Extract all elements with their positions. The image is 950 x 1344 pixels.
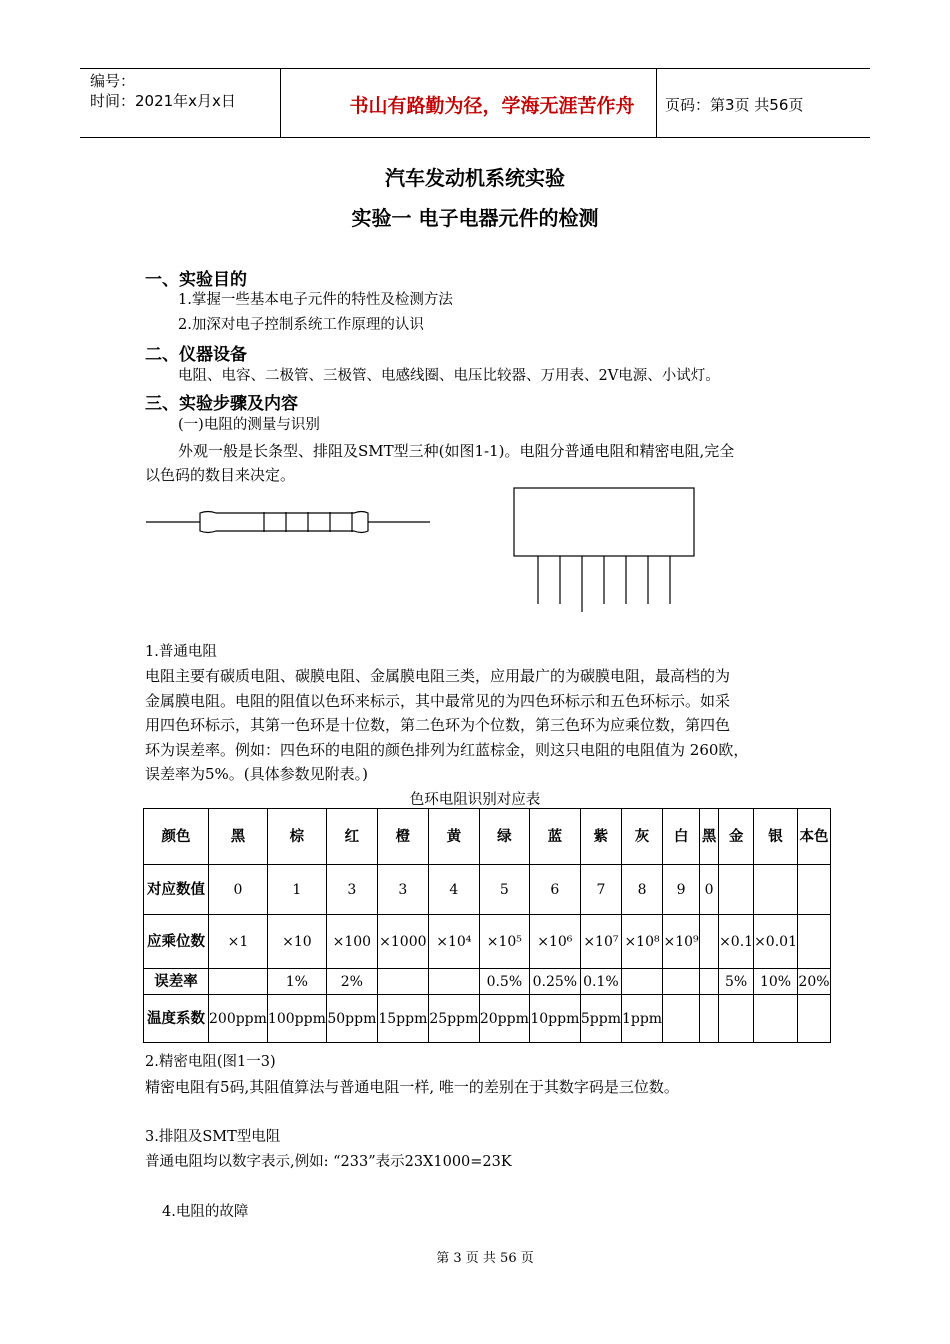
table-cell: ×0.1 bbox=[719, 915, 754, 969]
table-cell: 3 bbox=[326, 865, 377, 915]
table-cell: 黑 bbox=[209, 809, 268, 865]
table-cell: ×10 bbox=[267, 915, 326, 969]
table-cell: 20ppm bbox=[479, 995, 529, 1043]
precision-text: 精密电阻有5码,其阻值算法与普通电阻一样, 唯一的差别在于其数字码是三位数。 bbox=[145, 1078, 679, 1096]
table-cell: 0.25% bbox=[529, 969, 580, 995]
table-cell: 20% bbox=[797, 969, 830, 995]
table-cell bbox=[754, 865, 798, 915]
row-header: 误差率 bbox=[144, 969, 209, 995]
smt-heading: 3.排阻及SMT型电阻 bbox=[145, 1129, 281, 1145]
table-cell bbox=[663, 969, 700, 995]
paragraph-line: 用四色环标示，其第一色环是十位数，第二色环为个位数，第三色环为应乘位数，第四色 bbox=[145, 716, 731, 734]
page-info: 页码：第3页 共56页 bbox=[665, 96, 804, 114]
table-cell: 0.1% bbox=[580, 969, 621, 995]
section-1-heading: 一、实验目的 bbox=[145, 270, 247, 290]
precision-heading: 2.精密电阻(图1一3) bbox=[145, 1054, 276, 1070]
table-cell: 蓝 bbox=[529, 809, 580, 865]
table-cell bbox=[621, 969, 662, 995]
axial-resistor-figure bbox=[140, 500, 440, 545]
row-header: 温度系数 bbox=[144, 995, 209, 1043]
table-cell: 0 bbox=[700, 865, 719, 915]
objective-item-2: 2.加深对电子控制系统工作原理的认识 bbox=[178, 317, 424, 333]
multiplier-row bbox=[144, 915, 831, 969]
table-cell: 棕 bbox=[267, 809, 326, 865]
table-cell bbox=[209, 969, 268, 995]
table-cell: 2% bbox=[326, 969, 377, 995]
table-cell: 黑 bbox=[700, 809, 719, 865]
table-cell: ×1 bbox=[209, 915, 268, 969]
table-cell: 0.5% bbox=[479, 969, 529, 995]
table-cell bbox=[797, 915, 830, 969]
table-cell: 本色 bbox=[797, 809, 830, 865]
page-footer: 第 3 页 共 56 页 bbox=[436, 1251, 534, 1266]
table-cell: 5% bbox=[719, 969, 754, 995]
row-header: 应乘位数 bbox=[144, 915, 209, 969]
time-label: 时间：2021年x月x日 bbox=[90, 92, 236, 110]
table-cell: ×10⁵ bbox=[479, 915, 529, 969]
table-cell: 金 bbox=[719, 809, 754, 865]
table-cell: 绿 bbox=[479, 809, 529, 865]
normal-resistor-paragraph bbox=[145, 664, 815, 787]
row-header: 颜色 bbox=[144, 809, 209, 865]
table-cell: 15ppm bbox=[377, 995, 428, 1043]
motto: 书山有路勤为径，学海无涯苦作舟 bbox=[349, 95, 635, 117]
table-cell: 0 bbox=[209, 865, 268, 915]
paragraph-line: 误差率为5%。(具体参数见附表。) bbox=[145, 765, 369, 783]
section-3-heading: 三、实验步骤及内容 bbox=[145, 394, 298, 414]
table-cell: 橙 bbox=[377, 809, 428, 865]
header-divider-right bbox=[656, 69, 657, 137]
table-cell: 灰 bbox=[621, 809, 662, 865]
intro-line-2: 以色码的数目来决定。 bbox=[145, 466, 296, 484]
resistor-network-figure bbox=[508, 482, 703, 614]
value-row bbox=[144, 865, 831, 915]
paragraph-line: 环为误差率。例如：四色环的电阻的颜色排列为红蓝棕金，则这只电阻的电阻值为 260欧， bbox=[145, 740, 749, 759]
table-cell: 100ppm bbox=[267, 995, 326, 1043]
table-cell: 10ppm bbox=[529, 995, 580, 1043]
table-cell: ×10⁴ bbox=[428, 915, 479, 969]
equipment-list: 电阻、电容、二极管、三极管、电感线圈、电压比较器、万用表、2V电源、小试灯。 bbox=[178, 368, 720, 384]
table-cell bbox=[719, 995, 754, 1043]
header-divider-left bbox=[280, 69, 281, 137]
number-label: 编号： bbox=[90, 72, 136, 90]
paragraph-line: 电阻主要有碳质电阻、碳膜电阻、金属膜电阻三类，应用最广的为碳膜电阻，最高档的为 bbox=[145, 667, 731, 685]
table-cell: 200ppm bbox=[209, 995, 268, 1043]
table-cell: 5 bbox=[479, 865, 529, 915]
table-cell bbox=[754, 995, 798, 1043]
color-row bbox=[144, 809, 831, 865]
table-cell: 银 bbox=[754, 809, 798, 865]
normal-resistor-heading: 1.普通电阻 bbox=[145, 644, 217, 660]
table-cell: 6 bbox=[529, 865, 580, 915]
temp-coeff-row bbox=[144, 995, 831, 1043]
table-cell bbox=[700, 995, 719, 1043]
table-cell: 7 bbox=[580, 865, 621, 915]
header-box bbox=[80, 68, 870, 138]
color-code-table bbox=[143, 808, 831, 1043]
table-cell: 9 bbox=[663, 865, 700, 915]
table-cell: ×10⁷ bbox=[580, 915, 621, 969]
table-cell: ×0.01 bbox=[754, 915, 798, 969]
fault-heading: 4.电阻的故障 bbox=[162, 1204, 249, 1220]
table-cell: 紫 bbox=[580, 809, 621, 865]
table-cell bbox=[719, 865, 754, 915]
table-cell: ×100 bbox=[326, 915, 377, 969]
objective-item-1: 1.掌握一些基本电子元件的特性及检测方法 bbox=[178, 292, 453, 308]
table-cell: 3 bbox=[377, 865, 428, 915]
table-cell: 10% bbox=[754, 969, 798, 995]
table-caption: 色环电阻识别对应表 bbox=[409, 792, 541, 808]
table-cell bbox=[428, 969, 479, 995]
table-cell bbox=[797, 995, 830, 1043]
table-cell: 红 bbox=[326, 809, 377, 865]
table-cell bbox=[797, 865, 830, 915]
table-cell: 4 bbox=[428, 865, 479, 915]
table-cell: ×10⁸ bbox=[621, 915, 662, 969]
table-cell: 25ppm bbox=[428, 995, 479, 1043]
table-cell: 黄 bbox=[428, 809, 479, 865]
experiment-title: 实验一 电子电器元件的检测 bbox=[351, 206, 599, 230]
table-cell: 白 bbox=[663, 809, 700, 865]
table-cell: 1 bbox=[267, 865, 326, 915]
table-cell: 1% bbox=[267, 969, 326, 995]
table-cell: 5ppm bbox=[580, 995, 621, 1043]
smt-text: 普通电阻均以数字表示,例如: “233”表示23X1000=23K bbox=[145, 1154, 512, 1170]
table-cell bbox=[663, 995, 700, 1043]
table-cell: 8 bbox=[621, 865, 662, 915]
section-2-heading: 二、仪器设备 bbox=[145, 345, 247, 365]
table-cell: 1ppm bbox=[621, 995, 662, 1043]
table-cell: 50ppm bbox=[326, 995, 377, 1043]
row-header: 对应数值 bbox=[144, 865, 209, 915]
table-cell bbox=[377, 969, 428, 995]
table-cell: ×1000 bbox=[377, 915, 428, 969]
intro-line-1: 外观一般是长条型、排阻及SMT型三种(如图1-1)。电阻分普通电阻和精密电阻,完全 bbox=[178, 442, 735, 460]
table-cell bbox=[700, 969, 719, 995]
table-cell bbox=[700, 915, 719, 969]
subsection-resistor-title: (一)电阻的测量与识别 bbox=[178, 417, 320, 433]
table-cell: ×10⁹ bbox=[663, 915, 700, 969]
paragraph-line: 金属膜电阻。电阻的阻值以色环来标示，其中最常见的为四色环标示和五色环标示。如采 bbox=[145, 691, 731, 710]
tolerance-row bbox=[144, 969, 831, 995]
document-title: 汽车发动机系统实验 bbox=[385, 166, 565, 190]
table-cell: ×10⁶ bbox=[529, 915, 580, 969]
